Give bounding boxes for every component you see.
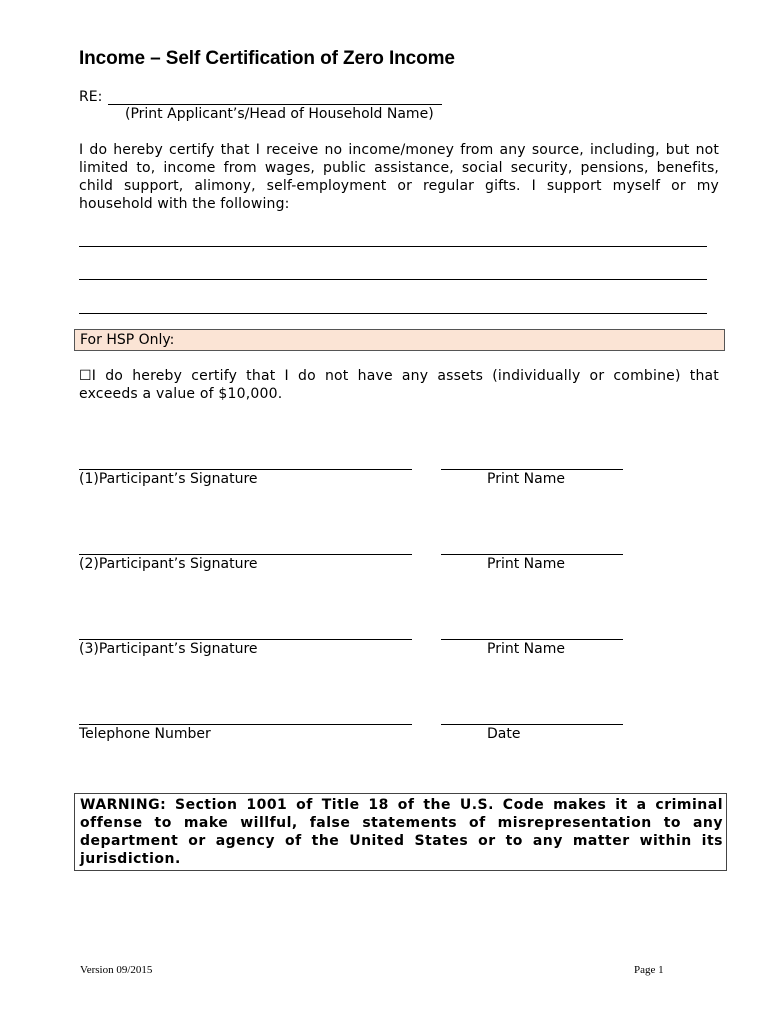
hsp-header-label: For HSP Only:	[80, 332, 175, 348]
page-title: Income – Self Certification of Zero Income	[79, 48, 455, 69]
assets-checkbox[interactable]: ☐	[79, 368, 92, 384]
assets-text: I do hereby certify that I do not have any assets (individually or combine) that exceeds a value of $10,000.	[79, 368, 719, 402]
participant-1-signature-line[interactable]	[79, 469, 412, 470]
telephone-line[interactable]	[79, 724, 412, 725]
participant-2-print-name-label: Print Name	[487, 556, 565, 572]
version-label: Version 09/2015	[80, 964, 153, 976]
participant-3-print-name-line[interactable]	[441, 639, 623, 640]
participant-1-print-name-line[interactable]	[441, 469, 623, 470]
participant-1-print-name-label: Print Name	[487, 471, 565, 487]
applicant-name-field[interactable]	[108, 104, 442, 105]
support-line-2[interactable]	[79, 279, 707, 280]
date-label: Date	[487, 726, 521, 742]
telephone-label: Telephone Number	[79, 726, 211, 742]
warning-box	[74, 793, 727, 871]
support-line-1[interactable]	[79, 246, 707, 247]
support-line-3[interactable]	[79, 313, 707, 314]
page-number: Page 1	[634, 964, 664, 976]
participant-2-signature-line[interactable]	[79, 554, 412, 555]
hsp-section-header	[74, 329, 725, 351]
date-line[interactable]	[441, 724, 623, 725]
applicant-name-caption: (Print Applicant’s/Head of Household Name)	[125, 106, 434, 122]
participant-3-signature-label: (3)Participant’s Signature	[79, 641, 258, 657]
participant-2-print-name-line[interactable]	[441, 554, 623, 555]
participant-2-signature-label: (2)Participant’s Signature	[79, 556, 258, 572]
participant-1-signature-label: (1)Participant’s Signature	[79, 471, 258, 487]
participant-3-print-name-label: Print Name	[487, 641, 565, 657]
re-label: RE:	[79, 89, 103, 105]
certification-paragraph: I do hereby certify that I receive no income/money from any source, including, but not limited to, income from wages, public assistance, social security, pensions, benefits, child support, alimony, self-employment or regular gifts. I support myself or my household with the following:	[79, 142, 719, 212]
hsp-assets-certification	[79, 367, 719, 403]
participant-3-signature-line[interactable]	[79, 639, 412, 640]
warning-text: WARNING: Section 1001 of Title 18 of the U.S. Code makes it a criminal offense to make willful, false statements of misrepresentation to any department or agency of the United States or to any matter within its jurisdiction.	[80, 797, 723, 867]
